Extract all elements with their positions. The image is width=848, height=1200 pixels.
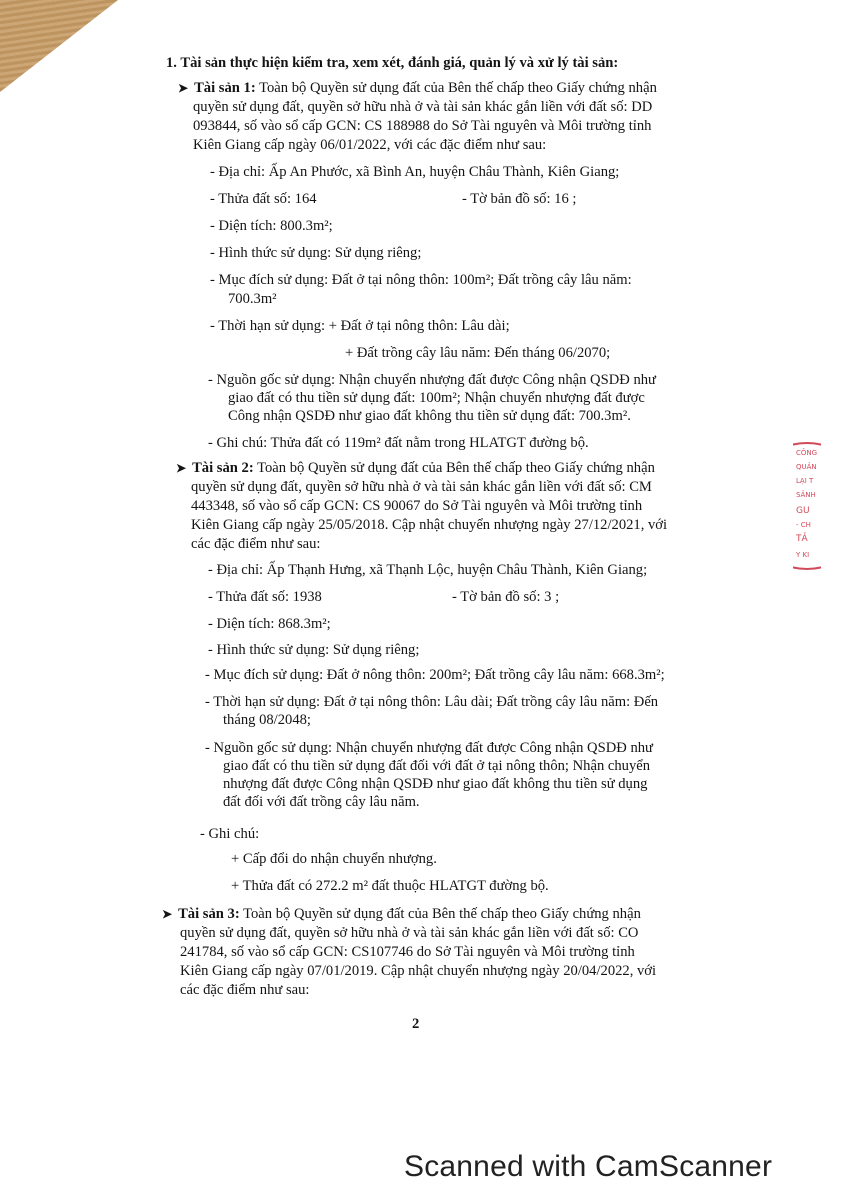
- asset1-address: - Địa chỉ: Ấp An Phước, xã Bình An, huyện Châu Thành, Kiên Giang;: [210, 164, 620, 180]
- asset2-purpose: - Mục đích sử dụng: Đất ở nông thôn: 200m²; Đất trồng cây lâu năm: 668.3m²;: [205, 667, 665, 683]
- asset2-note-2: + Thửa đất có 272.2 m² đất thuộc HLATGT đường bộ.: [231, 878, 549, 894]
- asset1-map-sheet: - Tờ bản đồ số: 16 ;: [462, 191, 577, 207]
- asset2-note-1: + Cấp đổi do nhận chuyển nhượng.: [231, 851, 437, 867]
- asset1-purpose-2: 700.3m²: [228, 291, 277, 307]
- camscanner-watermark: Scanned with CamScanner: [404, 1150, 773, 1183]
- asset1-line-0: Toàn bộ Quyền sử dụng đất của Bên thế chấp theo Giấy chứng nhận: [255, 80, 657, 96]
- asset1-parcel: - Thửa đất số: 164: [210, 191, 317, 207]
- asset2-origin-2: giao đất có thu tiền sử dụng đất đối với đất ở tại nông thôn; Nhận chuyển: [223, 758, 651, 774]
- asset3-line-3: Kiên Giang cấp ngày 07/01/2019. Cập nhật chuyển nhượng ngày 20/04/2022, với: [180, 963, 657, 979]
- asset1-term-2: + Đất trồng cây lâu năm: Đến tháng 06/2070;: [345, 345, 611, 361]
- asset1-label: Tài sản 1:: [194, 80, 256, 96]
- asset2-usage-form: - Hình thức sử dụng: Sử dụng riêng;: [208, 642, 420, 658]
- asset3-first-line: [162, 906, 641, 923]
- asset1-origin-1: - Nguồn gốc sử dụng: Nhận chuyển nhượng đất được Công nhận QSDĐ như: [208, 372, 656, 388]
- asset2-note-label: - Ghi chú:: [200, 826, 260, 842]
- asset2-line-2: 443348, số vào sổ cấp GCN: CS 90067 do Sở Tài nguyên và Môi trường tỉnh: [191, 498, 643, 514]
- asset1-purpose-1: - Mục đích sử dụng: Đất ở tại nông thôn: 100m²; Đất trồng cây lâu năm:: [210, 272, 632, 288]
- asset3-line-2: 241784, số vào sổ cấp GCN: CS107746 do Sở Tài nguyên và Môi trường tỉnh: [180, 944, 635, 960]
- asset1-origin-3: Công nhận QSDĐ như giao đất không thu tiền sử dụng đất: 700.3m².: [228, 408, 631, 424]
- red-seal-stamp: [793, 440, 821, 572]
- asset1-first-line: [178, 80, 657, 97]
- asset1-usage-form: - Hình thức sử dụng: Sử dụng riêng;: [210, 245, 422, 261]
- section-heading: 1. Tài sản thực hiện kiểm tra, xem xét, đánh giá, quản lý và xử lý tài sản:: [166, 55, 619, 71]
- asset1-line-1: quyền sử dụng đất, quyền sở hữu nhà ở và tài sản khác gắn liền với đất số: DD: [193, 99, 653, 115]
- asset2-origin-3: nhượng đất được Công nhận QSDĐ như giao đất không thu tiền sử dụng: [223, 776, 648, 792]
- asset3-label: Tài sản 3:: [178, 906, 240, 922]
- asset3-line-4: các đặc điểm như sau:: [180, 982, 310, 998]
- asset2-address: - Địa chỉ: Ấp Thạnh Hưng, xã Thạnh Lộc, huyện Châu Thành, Kiên Giang;: [208, 562, 648, 578]
- asset2-line-3: Kiên Giang cấp ngày 25/05/2018. Cập nhật chuyển nhượng ngày 27/12/2021, với: [191, 517, 668, 533]
- asset2-origin-4: đất đối với đất trồng cây lâu năm.: [223, 794, 420, 810]
- stamp-text: CÔNG: [796, 449, 818, 457]
- asset2-term-1: - Thời hạn sử dụng: Đất ở tại nông thôn: Lâu dài; Đất trồng cây lâu năm: Đến: [205, 694, 659, 710]
- asset1-area: - Diện tích: 800.3m²;: [210, 218, 333, 234]
- stamp-text: SẢNH: [796, 491, 816, 499]
- stamp-text: Y KI: [796, 551, 810, 559]
- asset1-note: - Ghi chú: Thửa đất có 119m² đất nằm trong HLATGT đường bộ.: [208, 435, 589, 451]
- asset1-origin-2: giao đất có thu tiền sử dụng đất: 100m²; Nhận chuyển nhượng đất được: [228, 390, 645, 406]
- arrow-bullet-icon: ➤: [162, 907, 173, 921]
- asset2-parcel: - Thửa đất số: 1938: [208, 589, 322, 605]
- asset2-line-0: Toàn bộ Quyền sử dụng đất của Bên thế chấp theo Giấy chứng nhận: [253, 460, 655, 476]
- stamp-text: TẢ: [796, 534, 808, 544]
- arrow-bullet-icon: ➤: [176, 461, 187, 475]
- asset2-label: Tài sản 2:: [192, 460, 254, 476]
- stamp-text: QUẢN: [796, 463, 817, 471]
- asset2-term-2: tháng 08/2048;: [223, 712, 311, 728]
- asset1-line-2: 093844, số vào sổ cấp GCN: CS 188988 do Sở Tài nguyên và Môi trường tỉnh: [193, 118, 652, 134]
- arrow-bullet-icon: ➤: [178, 81, 189, 95]
- asset2-area: - Diện tích: 868.3m²;: [208, 616, 331, 632]
- asset2-line-1: quyền sử dụng đất, quyền sở hữu nhà ở và tài sản khác gắn liền với đất số: CM: [191, 479, 652, 495]
- asset1-term-1: - Thời hạn sử dụng: + Đất ở tại nông thôn: Lâu dài;: [210, 318, 510, 334]
- stamp-text: GU: [796, 506, 810, 516]
- asset2-line-4: các đặc điểm như sau:: [191, 536, 321, 552]
- asset2-first-line: [176, 460, 655, 477]
- asset2-map-sheet: - Tờ bản đồ số: 3 ;: [452, 589, 560, 605]
- stamp-text: - CH: [796, 521, 811, 529]
- asset3-line-0: Toàn bộ Quyền sử dụng đất của Bên thế chấp theo Giấy chứng nhận: [239, 906, 641, 922]
- asset1-line-3: Kiên Giang cấp ngày 06/01/2022, với các đặc điểm như sau:: [193, 137, 547, 153]
- page-number: 2: [412, 1016, 420, 1032]
- asset2-origin-1: - Nguồn gốc sử dụng: Nhận chuyển nhượng đất được Công nhận QSDĐ như: [205, 740, 653, 756]
- stamp-text: LẠI T: [796, 477, 814, 485]
- asset3-line-1: quyền sử dụng đất, quyền sở hữu nhà ở và tài sản khác gắn liền với đất số: CO: [180, 925, 639, 941]
